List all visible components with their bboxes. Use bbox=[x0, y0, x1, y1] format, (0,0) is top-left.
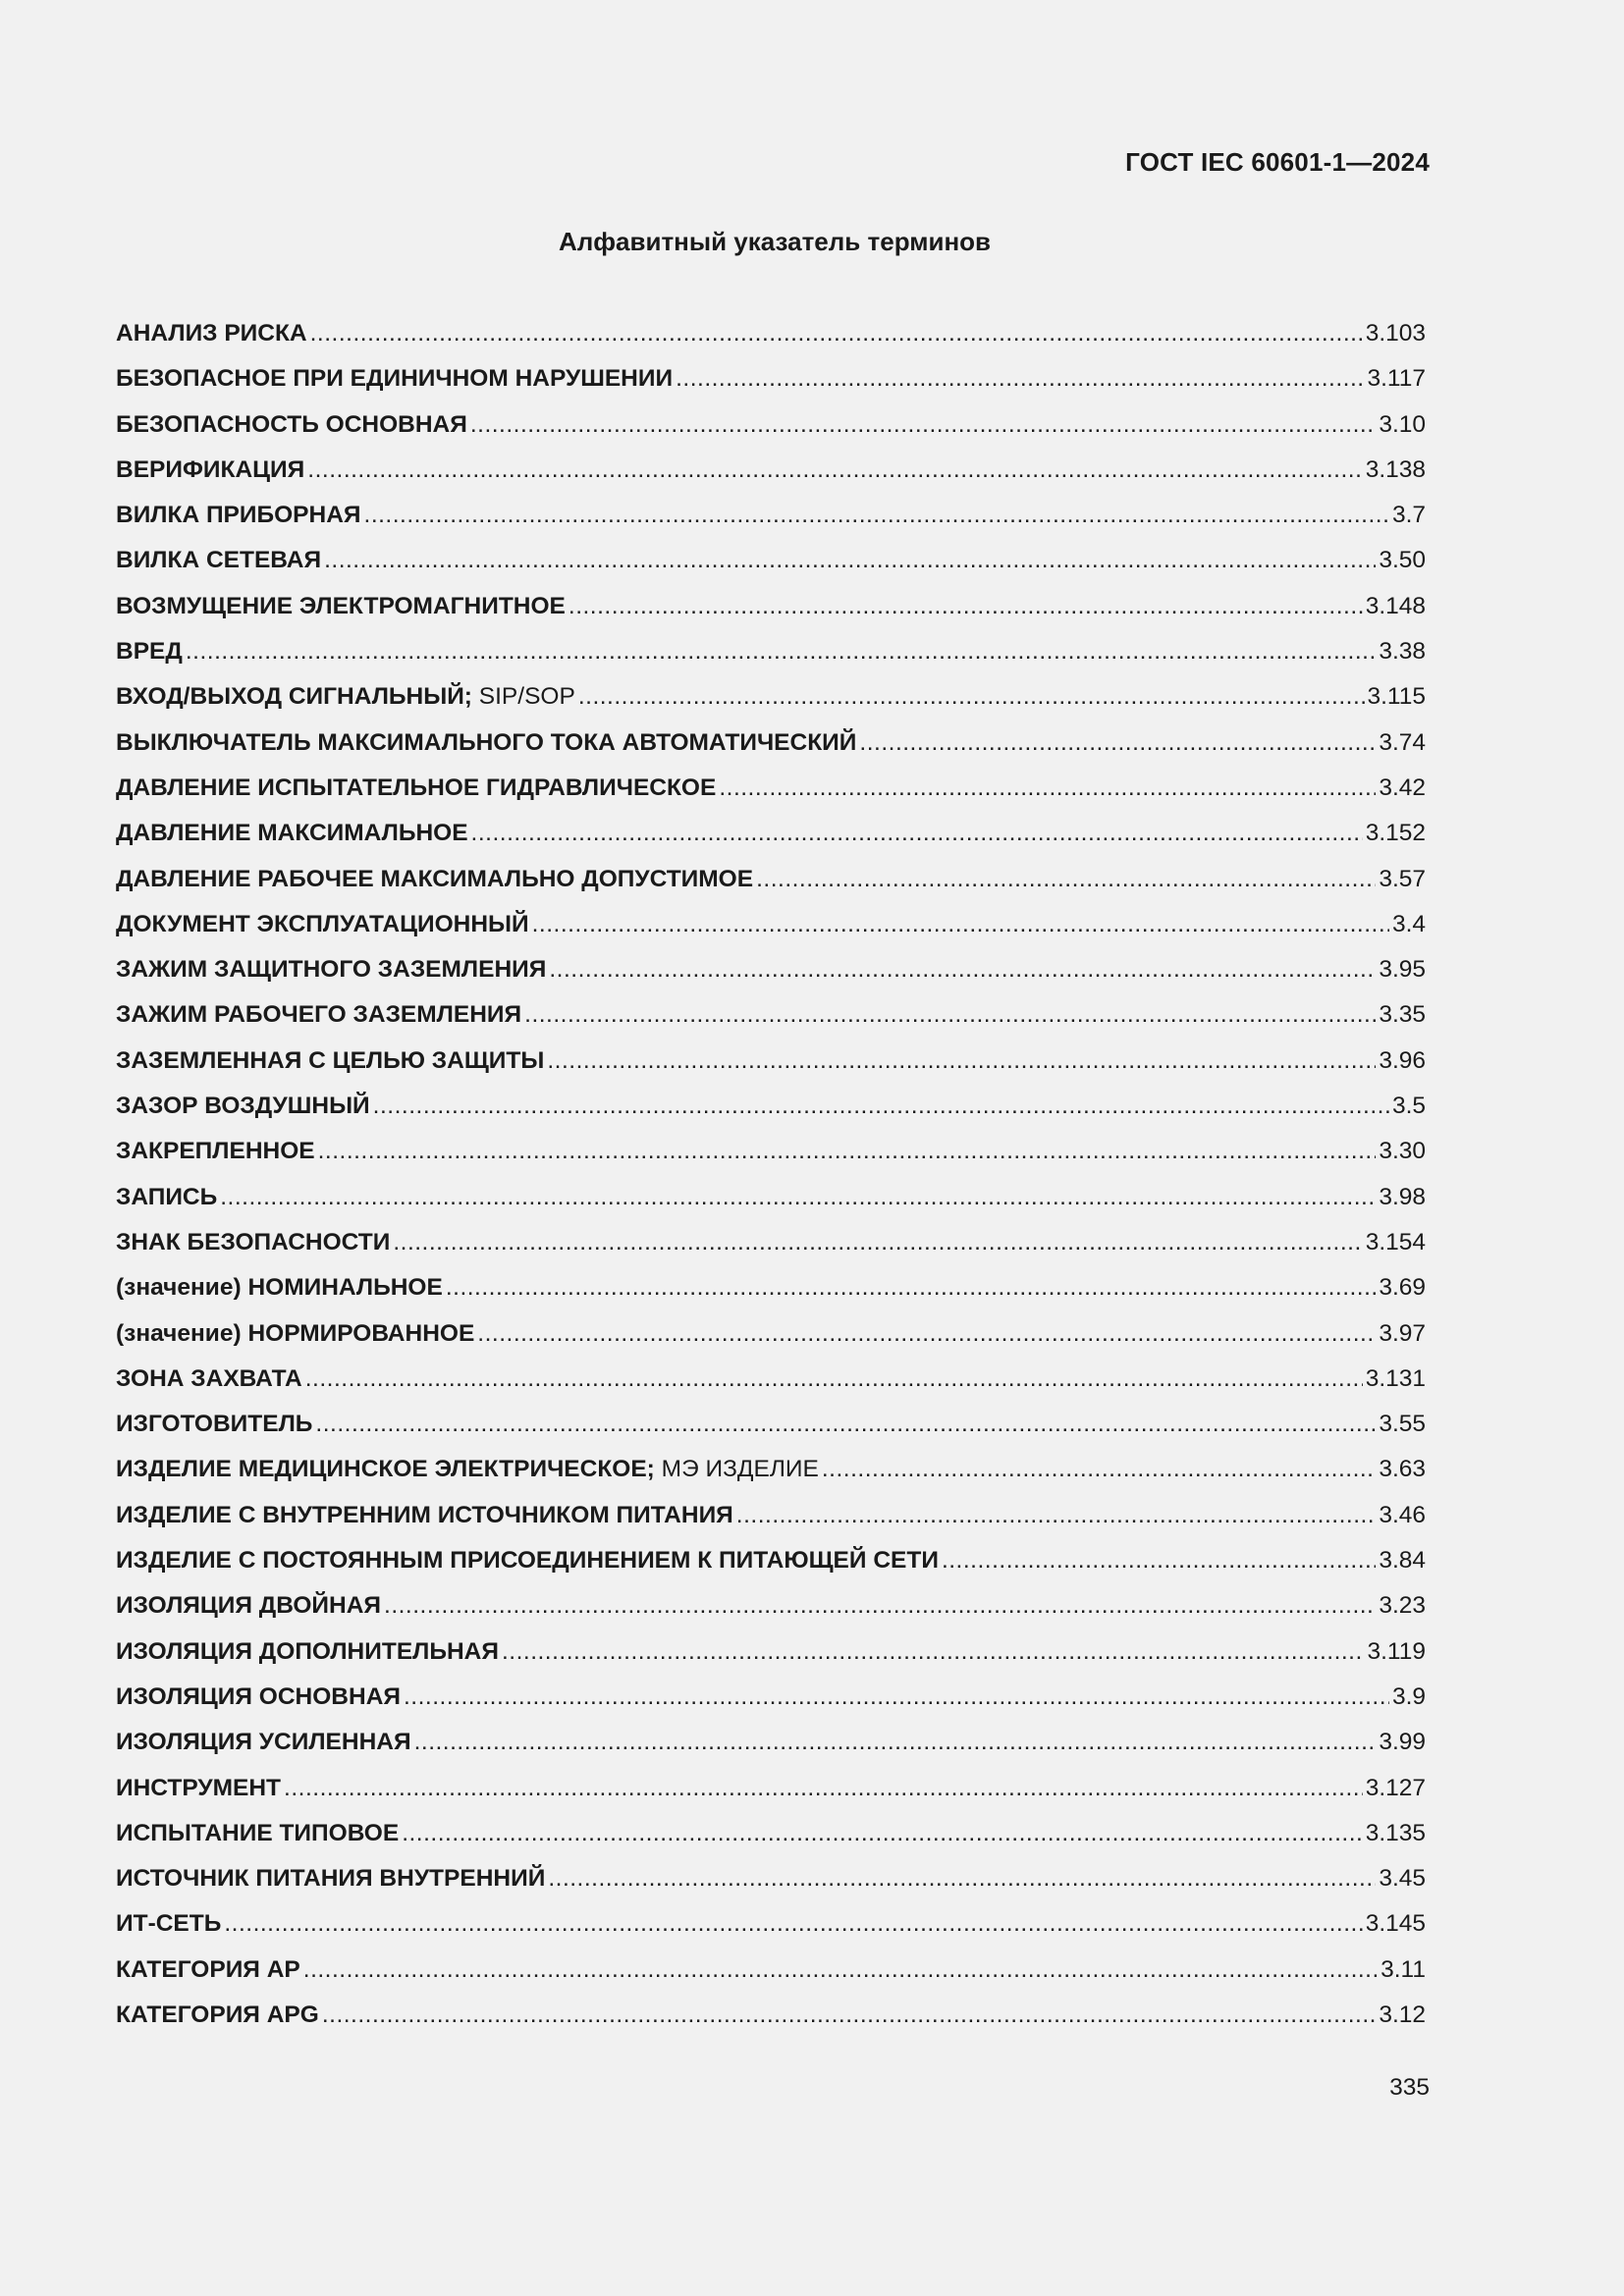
term-label bbox=[116, 1451, 819, 1488]
term-reference: 3.42 bbox=[1379, 774, 1426, 801]
term-name: ВХОД/ВЫХОД СИГНАЛЬНЫЙ; bbox=[116, 683, 472, 711]
dot-leader bbox=[402, 1815, 1363, 1852]
term-index-list bbox=[116, 315, 1426, 2042]
term-name: ИЗГОТОВИТЕЛЬ bbox=[116, 1411, 313, 1438]
term-name: ИНСТРУМЕНТ bbox=[116, 1774, 282, 1801]
term-label bbox=[116, 1042, 544, 1080]
term-row bbox=[116, 951, 1426, 996]
term-label bbox=[116, 633, 183, 670]
term-label bbox=[116, 1679, 401, 1716]
term-label bbox=[116, 360, 673, 398]
term-label bbox=[116, 1724, 411, 1761]
term-label bbox=[116, 1224, 390, 1261]
term-label bbox=[116, 1269, 443, 1307]
term-row bbox=[116, 724, 1426, 770]
term-reference: 3.99 bbox=[1379, 1729, 1426, 1756]
dot-leader bbox=[548, 1860, 1376, 1897]
term-label bbox=[116, 1905, 221, 1943]
dot-leader bbox=[220, 1179, 1376, 1216]
term-abbreviation: МЭ ИЗДЕЛИЕ bbox=[661, 1456, 819, 1483]
term-reference: 3.35 bbox=[1379, 1001, 1426, 1029]
dot-leader bbox=[446, 1269, 1376, 1307]
dot-leader bbox=[471, 815, 1363, 852]
term-reference: 3.45 bbox=[1379, 1865, 1426, 1893]
page-number: 335 bbox=[1389, 2074, 1430, 2101]
term-reference: 3.23 bbox=[1379, 1592, 1426, 1620]
term-label bbox=[116, 1997, 319, 2034]
dot-leader bbox=[364, 497, 1389, 534]
term-reference: 3.96 bbox=[1379, 1046, 1426, 1074]
term-row bbox=[116, 542, 1426, 587]
term-name: ЗАПИСЬ bbox=[116, 1183, 218, 1210]
term-row bbox=[116, 1088, 1426, 1133]
term-name: ИЗДЕЛИЕ С ВНУТРЕННИМ ИСТОЧНИКОМ ПИТАНИЯ bbox=[116, 1501, 733, 1528]
term-reference: 3.103 bbox=[1365, 320, 1426, 347]
term-reference: 3.46 bbox=[1379, 1501, 1426, 1528]
term-reference: 3.148 bbox=[1365, 592, 1426, 619]
term-name: КАТЕГОРИЯ APG bbox=[116, 2001, 319, 2028]
term-row bbox=[116, 1770, 1426, 1815]
term-label bbox=[116, 588, 566, 625]
term-reference: 3.12 bbox=[1379, 2001, 1426, 2028]
term-label bbox=[116, 1133, 315, 1170]
term-label bbox=[116, 1315, 474, 1353]
term-row bbox=[116, 1361, 1426, 1406]
term-row bbox=[116, 497, 1426, 542]
dot-leader bbox=[307, 452, 1362, 489]
dot-leader bbox=[414, 1724, 1377, 1761]
term-row bbox=[116, 1406, 1426, 1451]
term-name: ВЫКЛЮЧАТЕЛЬ МАКСИМАЛЬНОГО ТОКА АВТОМАТИЧЕСКИЙ bbox=[116, 728, 857, 756]
dot-leader bbox=[502, 1633, 1365, 1671]
term-label bbox=[116, 1770, 281, 1807]
term-row bbox=[116, 770, 1426, 815]
term-name: ВРЕД bbox=[116, 638, 183, 666]
term-label bbox=[116, 452, 304, 489]
term-reference: 3.145 bbox=[1365, 1910, 1426, 1938]
term-reference: 3.115 bbox=[1367, 683, 1426, 711]
term-row bbox=[116, 588, 1426, 633]
dot-leader bbox=[470, 406, 1376, 444]
term-label bbox=[116, 1361, 302, 1398]
term-reference: 3.97 bbox=[1379, 1319, 1426, 1347]
term-label bbox=[116, 542, 321, 579]
dot-leader bbox=[736, 1497, 1377, 1534]
term-reference: 3.69 bbox=[1379, 1274, 1426, 1302]
term-reference: 3.11 bbox=[1380, 1955, 1426, 1983]
term-reference: 3.119 bbox=[1367, 1637, 1426, 1665]
term-reference: 3.4 bbox=[1391, 910, 1426, 937]
term-name: ВИЛКА ПРИБОРНАЯ bbox=[116, 502, 361, 529]
dot-leader bbox=[477, 1315, 1376, 1353]
term-label bbox=[116, 315, 307, 352]
dot-leader bbox=[305, 1361, 1363, 1398]
term-row bbox=[116, 815, 1426, 860]
term-row bbox=[116, 1179, 1426, 1224]
term-label bbox=[116, 951, 546, 988]
term-row bbox=[116, 1451, 1426, 1496]
term-name: ЗАКРЕПЛЕННОЕ bbox=[116, 1138, 315, 1165]
term-reference: 3.117 bbox=[1367, 365, 1426, 393]
term-row bbox=[116, 1587, 1426, 1632]
dot-leader bbox=[384, 1587, 1376, 1625]
term-reference: 3.131 bbox=[1365, 1364, 1426, 1392]
term-name: ИЗОЛЯЦИЯ ДВОЙНАЯ bbox=[116, 1592, 382, 1620]
dot-leader bbox=[676, 360, 1364, 398]
dot-leader bbox=[822, 1451, 1376, 1488]
term-label bbox=[116, 1406, 312, 1443]
term-label bbox=[116, 1951, 300, 1989]
term-row bbox=[116, 406, 1426, 452]
term-name: ЗАЗЕМЛЕННАЯ С ЦЕЛЬЮ ЗАЩИТЫ bbox=[116, 1046, 545, 1074]
term-name: ЗАЗОР ВОЗДУШНЫЙ bbox=[116, 1093, 370, 1120]
term-label bbox=[116, 1179, 217, 1216]
term-reference: 3.7 bbox=[1391, 502, 1426, 529]
term-name: ИЗОЛЯЦИЯ ОСНОВНАЯ bbox=[116, 1682, 401, 1710]
term-row bbox=[116, 1042, 1426, 1088]
dot-leader bbox=[315, 1406, 1376, 1443]
term-qualifier: (значение) bbox=[116, 1274, 242, 1302]
term-reference: 3.10 bbox=[1379, 410, 1426, 438]
term-row bbox=[116, 1724, 1426, 1769]
dot-leader bbox=[322, 1997, 1376, 2034]
term-name: НОМИНАЛЬНОЕ bbox=[247, 1274, 443, 1302]
term-abbreviation: SIP/SOP bbox=[478, 683, 575, 711]
term-row bbox=[116, 1542, 1426, 1587]
document-standard-id: ГОСТ IEC 60601-1—2024 bbox=[1125, 147, 1430, 177]
term-name: КАТЕГОРИЯ АР bbox=[116, 1955, 300, 1983]
dot-leader bbox=[404, 1679, 1389, 1716]
term-reference: 3.9 bbox=[1391, 1682, 1426, 1710]
term-label bbox=[116, 996, 521, 1034]
term-row bbox=[116, 1997, 1426, 2042]
term-label bbox=[116, 1497, 733, 1534]
term-label bbox=[116, 815, 468, 852]
term-reference: 3.95 bbox=[1379, 956, 1426, 984]
term-label bbox=[116, 497, 361, 534]
term-row bbox=[116, 1860, 1426, 1905]
term-row bbox=[116, 1269, 1426, 1314]
dot-leader bbox=[393, 1224, 1362, 1261]
term-label bbox=[116, 1633, 499, 1671]
term-label bbox=[116, 724, 856, 762]
dot-leader bbox=[532, 906, 1389, 943]
term-name: ИЗОЛЯЦИЯ УСИЛЕННАЯ bbox=[116, 1729, 411, 1756]
dot-leader bbox=[324, 542, 1376, 579]
term-name: ДАВЛЕНИЕ МАКСИМАЛЬНОЕ bbox=[116, 820, 468, 847]
term-name: ИТ-СЕТЬ bbox=[116, 1910, 222, 1938]
term-label bbox=[116, 1542, 939, 1579]
term-reference: 3.5 bbox=[1391, 1093, 1426, 1120]
term-name: ИЗДЕЛИЕ С ПОСТОЯННЫМ ПРИСОЕДИНЕНИЕМ К ПИТАЮЩЕЙ СЕТИ bbox=[116, 1547, 939, 1575]
dot-leader bbox=[756, 861, 1376, 898]
term-row bbox=[116, 996, 1426, 1041]
dot-leader bbox=[186, 633, 1376, 670]
term-row bbox=[116, 678, 1426, 723]
term-name: ИЗОЛЯЦИЯ ДОПОЛНИТЕЛЬНАЯ bbox=[116, 1637, 499, 1665]
term-row bbox=[116, 1133, 1426, 1178]
term-row bbox=[116, 452, 1426, 497]
term-name: ВИЛКА СЕТЕВАЯ bbox=[116, 547, 322, 574]
term-row bbox=[116, 1224, 1426, 1269]
term-name: ИСПЫТАНИЕ ТИПОВОЕ bbox=[116, 1819, 400, 1846]
term-reference: 3.135 bbox=[1365, 1819, 1426, 1846]
term-label bbox=[116, 406, 467, 444]
term-label bbox=[116, 678, 575, 716]
dot-leader bbox=[719, 770, 1376, 807]
dot-leader bbox=[547, 1042, 1376, 1080]
term-row bbox=[116, 633, 1426, 678]
term-row bbox=[116, 1905, 1426, 1950]
term-name: ИСТОЧНИК ПИТАНИЯ ВНУТРЕННИЙ bbox=[116, 1865, 546, 1893]
term-row bbox=[116, 906, 1426, 951]
dot-leader bbox=[524, 996, 1376, 1034]
term-name: БЕЗОПАСНОСТЬ ОСНОВНАЯ bbox=[116, 410, 467, 438]
term-reference: 3.127 bbox=[1365, 1774, 1426, 1801]
term-reference: 3.38 bbox=[1379, 638, 1426, 666]
term-reference: 3.84 bbox=[1379, 1547, 1426, 1575]
term-name: НОРМИРОВАННОЕ bbox=[247, 1319, 475, 1347]
term-label bbox=[116, 770, 716, 807]
term-name: ЗНАК БЕЗОПАСНОСТИ bbox=[116, 1228, 391, 1255]
page-title: Алфавитный указатель терминов bbox=[558, 227, 992, 256]
term-label bbox=[116, 1815, 399, 1852]
dot-leader bbox=[284, 1770, 1363, 1807]
term-name: ЗАЖИМ ЗАЩИТНОГО ЗАЗЕМЛЕНИЯ bbox=[116, 956, 547, 984]
dot-leader bbox=[318, 1133, 1377, 1170]
dot-leader bbox=[310, 315, 1363, 352]
term-name: БЕЗОПАСНОЕ ПРИ ЕДИНИЧНОМ НАРУШЕНИИ bbox=[116, 365, 674, 393]
term-qualifier: (значение) bbox=[116, 1319, 242, 1347]
term-reference: 3.152 bbox=[1365, 820, 1426, 847]
dot-leader bbox=[578, 678, 1365, 716]
term-reference: 3.55 bbox=[1379, 1411, 1426, 1438]
dot-leader bbox=[859, 724, 1376, 762]
term-name: ЗАЖИМ РАБОЧЕГО ЗАЗЕМЛЕНИЯ bbox=[116, 1001, 522, 1029]
term-row bbox=[116, 360, 1426, 405]
term-row bbox=[116, 1633, 1426, 1679]
term-reference: 3.57 bbox=[1379, 865, 1426, 892]
term-reference: 3.30 bbox=[1379, 1138, 1426, 1165]
term-row bbox=[116, 1815, 1426, 1860]
term-name: ДАВЛЕНИЕ ИСПЫТАТЕЛЬНОЕ ГИДРАВЛИЧЕСКОЕ bbox=[116, 774, 717, 801]
term-name: АНАЛИЗ РИСКА bbox=[116, 320, 307, 347]
term-name: ДОКУМЕНТ ЭКСПЛУАТАЦИОННЫЙ bbox=[116, 910, 529, 937]
term-reference: 3.63 bbox=[1379, 1456, 1426, 1483]
term-row bbox=[116, 861, 1426, 906]
term-name: ЗОНА ЗАХВАТА bbox=[116, 1364, 302, 1392]
term-label bbox=[116, 906, 529, 943]
term-row bbox=[116, 1951, 1426, 1997]
term-label bbox=[116, 1587, 381, 1625]
term-name: ИЗДЕЛИЕ МЕДИЦИНСКОЕ ЭЛЕКТРИЧЕСКОЕ; bbox=[116, 1456, 655, 1483]
term-label bbox=[116, 861, 753, 898]
term-name: ДАВЛЕНИЕ РАБОЧЕЕ МАКСИМАЛЬНО ДОПУСТИМОЕ bbox=[116, 865, 754, 892]
term-reference: 3.50 bbox=[1379, 547, 1426, 574]
dot-leader bbox=[303, 1951, 1378, 1989]
term-reference: 3.98 bbox=[1379, 1183, 1426, 1210]
term-row bbox=[116, 1315, 1426, 1361]
dot-leader bbox=[568, 588, 1363, 625]
term-reference: 3.74 bbox=[1379, 728, 1426, 756]
term-reference: 3.154 bbox=[1365, 1228, 1426, 1255]
term-row bbox=[116, 1497, 1426, 1542]
dot-leader bbox=[373, 1088, 1389, 1125]
term-label bbox=[116, 1860, 545, 1897]
term-name: ВОЗМУЩЕНИЕ ЭЛЕКТРОМАГНИТНОЕ bbox=[116, 592, 566, 619]
dot-leader bbox=[942, 1542, 1376, 1579]
term-row bbox=[116, 1679, 1426, 1724]
term-reference: 3.138 bbox=[1365, 455, 1426, 483]
term-name: ВЕРИФИКАЦИЯ bbox=[116, 455, 305, 483]
term-label bbox=[116, 1088, 370, 1125]
dot-leader bbox=[549, 951, 1376, 988]
term-row bbox=[116, 315, 1426, 360]
dot-leader bbox=[224, 1905, 1362, 1943]
